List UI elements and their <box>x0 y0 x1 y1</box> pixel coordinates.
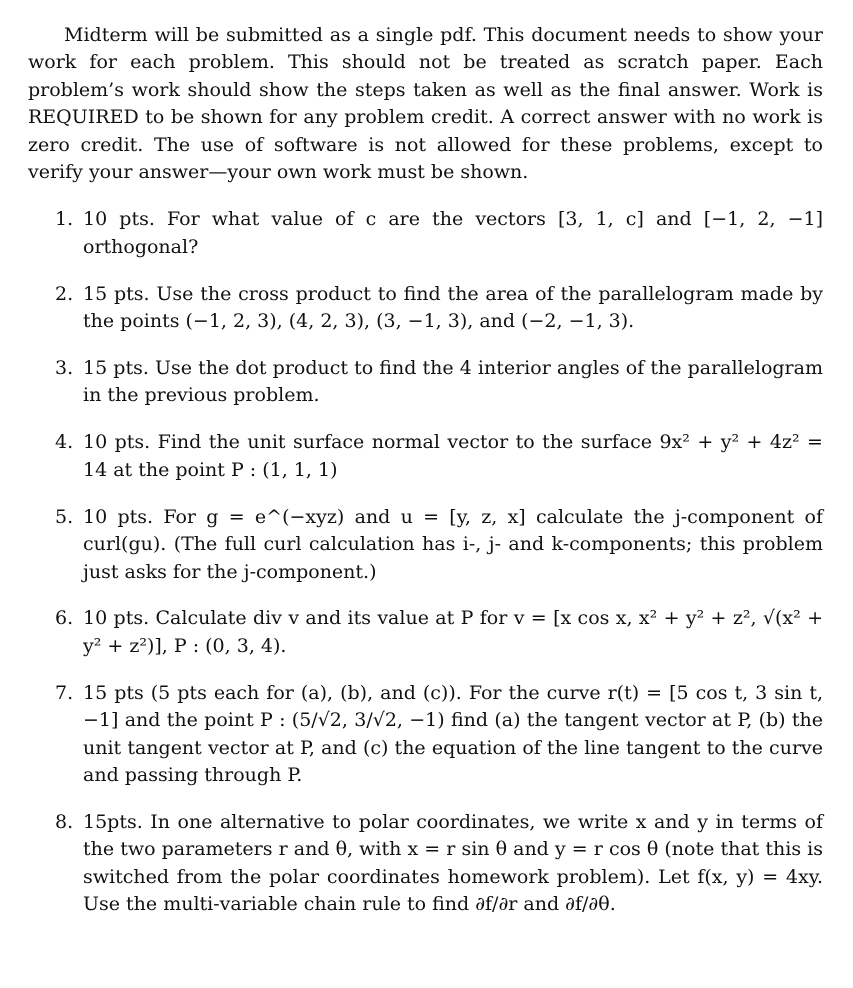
problem-2 <box>55 281 823 336</box>
problem-number: 2. <box>55 282 74 305</box>
problem-number: 3. <box>55 357 74 380</box>
problem-1 <box>55 206 823 261</box>
problem-text: Find the unit surface normal vector to the surface 9x² + y² + 4z² = 14 at the point P : (1, 1, 1) <box>83 431 823 481</box>
problem-number: 4. <box>55 431 74 454</box>
problem-points: 15 pts. <box>83 357 149 380</box>
problem-3 <box>55 355 823 410</box>
problem-text: For what value of c are the vectors [3, 1, c] and [−1, 2, −1] orthogonal? <box>83 208 824 258</box>
problem-number: 5. <box>55 505 74 528</box>
problem-points: 15 pts. <box>83 282 150 305</box>
problem-number: 1. <box>55 208 74 231</box>
problem-text: Calculate div v and its value at P for v = [x cos x, x² + y² + z², √(x² + y² + z²)], P : (0, 3, 4). <box>83 607 824 657</box>
intro-paragraph: Midterm will be submitted as a single pdf. This document needs to show your work for each problem. This should not be treated as scratch paper. Each problem’s work should show the steps taken as well as the final answer. Work is REQUIRED to be shown for any problem credit. A correct answer with no work is zero credit. The use of software is not allowed for these problems, except to verify your answer—your own work must be shown. <box>28 24 823 184</box>
problem-text: Use the cross product to find the area of the parallelogram made by the points (−1, 2, 3), (4, 2, 3), (3, −1, 3), and (−2, −1, 3). <box>83 282 824 333</box>
problem-list <box>28 206 823 918</box>
problem-text: In one alternative to polar coordinates, we write x and y in terms of the two parameters r and θ, with x = r sin θ and y = r cos θ (note that this is switched from the polar coordinates homework problem). Let f(x, y) = 4xy. Use the multi-variable chain rule to find ∂f/∂r and ∂f/∂θ. <box>83 810 823 916</box>
problem-points: 10 pts. <box>83 208 155 231</box>
problem-5 <box>55 504 823 586</box>
problem-points: 15 pts (5 pts each for (a), (b), and (c)). <box>83 681 462 704</box>
problem-4 <box>55 429 823 484</box>
problem-text: For the curve r(t) = [5 cos t, 3 sin t, −1] and the point P : (5/√2, 3/√2, −1) find (a) the tangent vector at P, (b) the unit tangent vector at P, and (c) the equation of the line tangent to the curve and passing through P. <box>83 681 824 786</box>
problem-text: For g = e^(−xyz) and u = [y, z, x] calculate the j-component of curl(gu). (The full curl calculation has i-, j- and k-components; this problem just asks for the j-component.) <box>83 505 823 583</box>
problem-8 <box>55 809 823 919</box>
problem-points: 10 pts. <box>83 607 150 630</box>
problem-number: 8. <box>55 810 74 833</box>
problem-points: 10 pts. <box>83 505 154 528</box>
problem-6 <box>55 605 823 660</box>
problem-number: 6. <box>55 607 74 630</box>
problem-points: 10 pts. <box>83 431 151 454</box>
problem-points: 15pts. <box>83 810 143 833</box>
problem-number: 7. <box>55 681 74 704</box>
problem-7 <box>55 680 823 790</box>
problem-text: Use the dot product to find the 4 interior angles of the parallelogram in the previous problem. <box>83 357 823 407</box>
